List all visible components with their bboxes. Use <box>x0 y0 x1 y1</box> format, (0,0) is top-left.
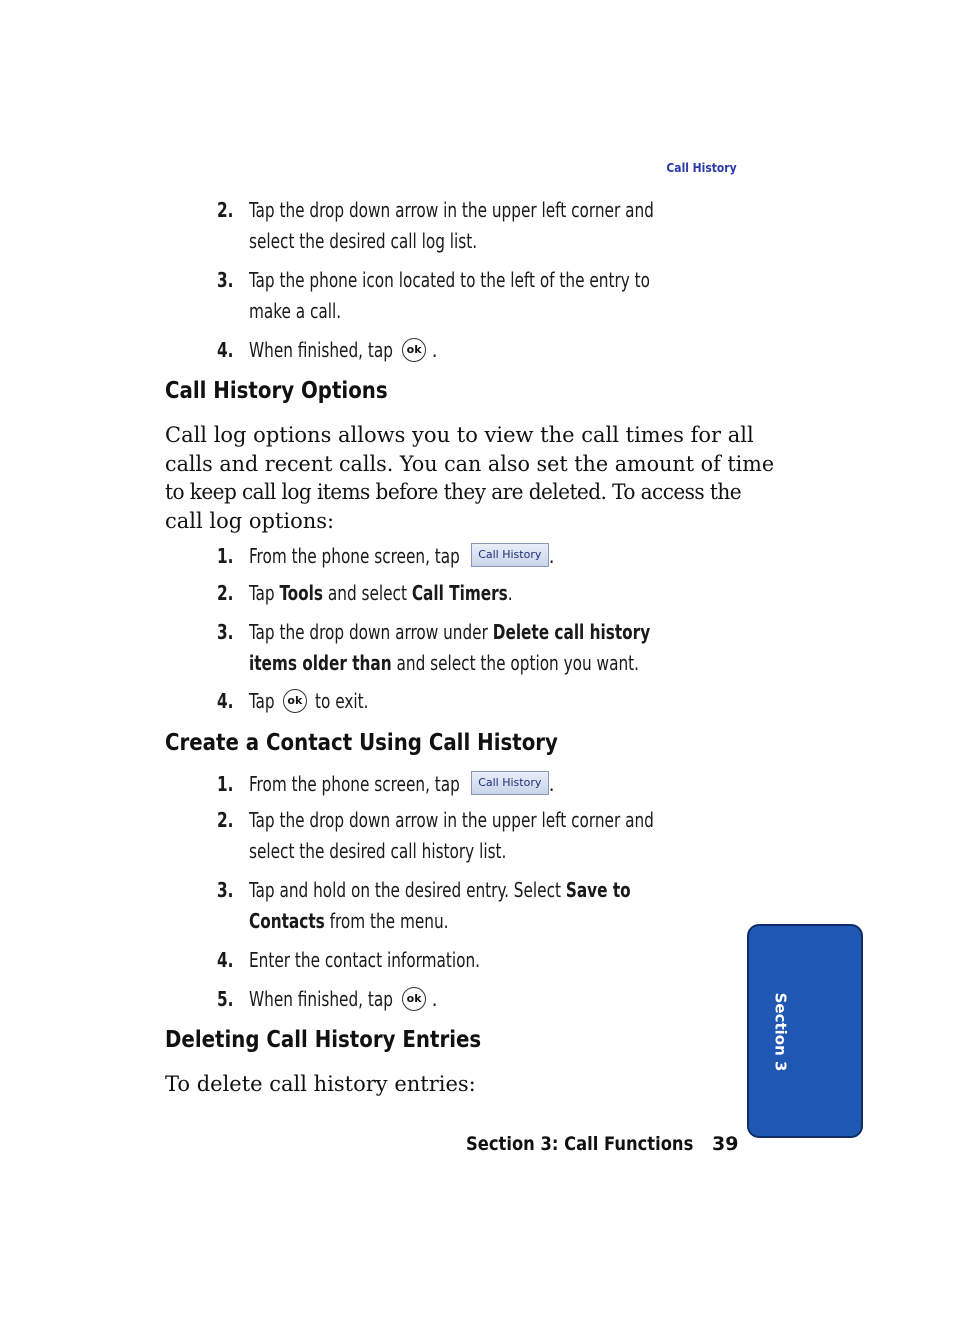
section-tab-label: Section 3 <box>771 992 790 1072</box>
ok-icon: ok <box>283 689 307 713</box>
body-paragraph: Call log options allows you to view the call times for all calls and recent calls. You can also set the amount of time to keep call log items before they are deleted. To access the call log options: <box>165 423 775 533</box>
section-heading: Call History Options <box>165 378 388 404</box>
running-header: Call History <box>666 160 737 175</box>
section-heading: Deleting Call History Entries <box>165 1027 482 1053</box>
footer-section-title: Section 3: Call Functions <box>466 1133 694 1155</box>
body-paragraph: To delete call history entries: <box>165 1072 476 1096</box>
ok-icon: ok <box>402 338 426 362</box>
section-heading: Create a Contact Using Call History <box>165 730 558 756</box>
call-history-button-icon: Call History <box>471 771 549 795</box>
page-number: 39 <box>712 1133 739 1155</box>
call-history-button-icon: Call History <box>471 543 549 567</box>
ok-icon: ok <box>402 987 426 1011</box>
